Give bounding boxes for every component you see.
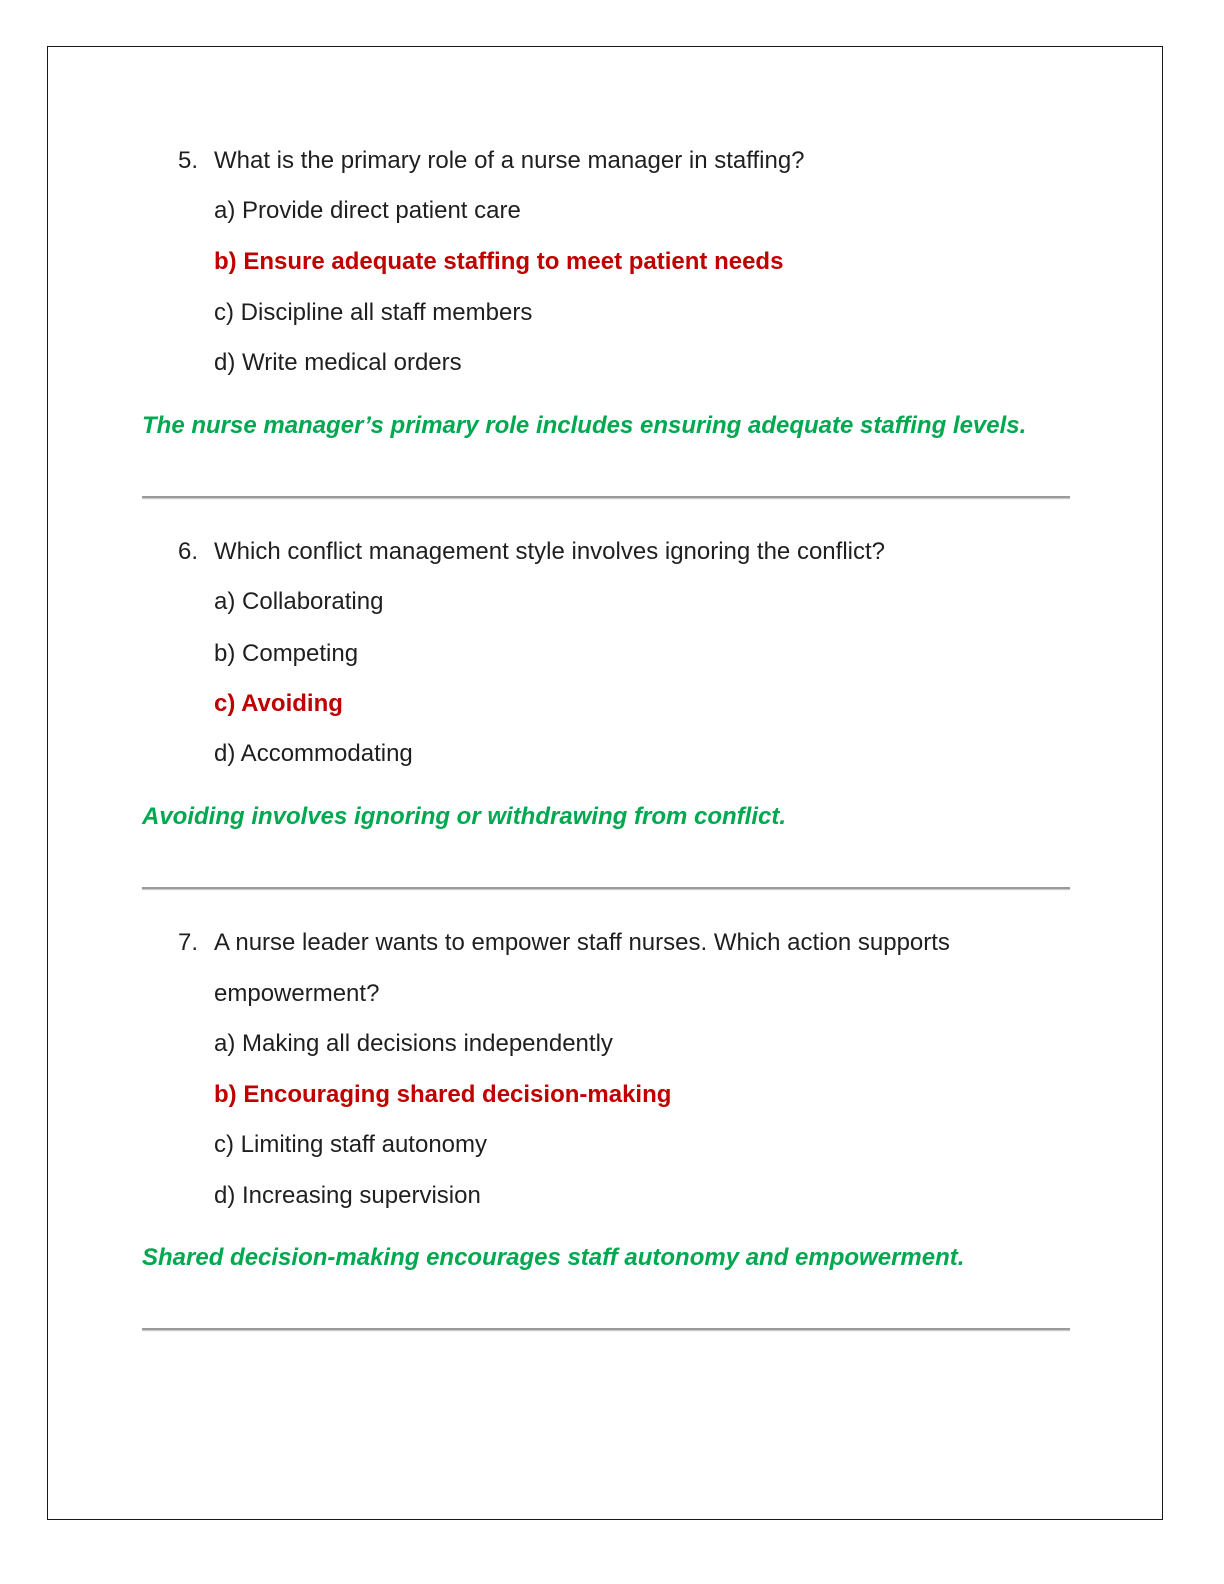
option-d: d) Accommodating (214, 740, 413, 767)
explanation: The nurse manager’s primary role includes ensuring adequate staffing levels. (142, 412, 1027, 439)
option-c-correct: c) Avoiding (214, 690, 343, 717)
option-d: d) Increasing supervision (214, 1182, 481, 1209)
option-c: c) Limiting staff autonomy (214, 1131, 488, 1158)
divider (142, 1328, 1070, 1330)
question-text-line-2: empowerment? (214, 980, 380, 1007)
question-text-line-1: A nurse leader wants to empower staff nurses. Which action supports (214, 929, 950, 956)
explanation: Avoiding involves ignoring or withdrawing from conflict. (142, 803, 787, 830)
option-c: c) Discipline all staff members (214, 299, 533, 326)
divider (142, 496, 1070, 498)
question-number: 7. (178, 929, 199, 956)
option-d: d) Write medical orders (214, 349, 462, 376)
option-b-correct: b) Encouraging shared decision-making (214, 1081, 672, 1108)
question-number: 5. (178, 147, 199, 174)
divider (142, 887, 1070, 889)
question-text: Which conflict management style involves ignoring the conflict? (214, 538, 885, 565)
explanation: Shared decision-making encourages staff autonomy and empowerment. (142, 1244, 965, 1271)
option-a: a) Making all decisions independently (214, 1030, 613, 1057)
option-a: a) Collaborating (214, 588, 384, 615)
question-text: What is the primary role of a nurse manager in staffing? (214, 147, 805, 174)
option-a: a) Provide direct patient care (214, 197, 521, 224)
option-b-correct: b) Ensure adequate staffing to meet patient needs (214, 248, 784, 275)
question-number: 6. (178, 538, 199, 565)
option-b: b) Competing (214, 640, 359, 667)
